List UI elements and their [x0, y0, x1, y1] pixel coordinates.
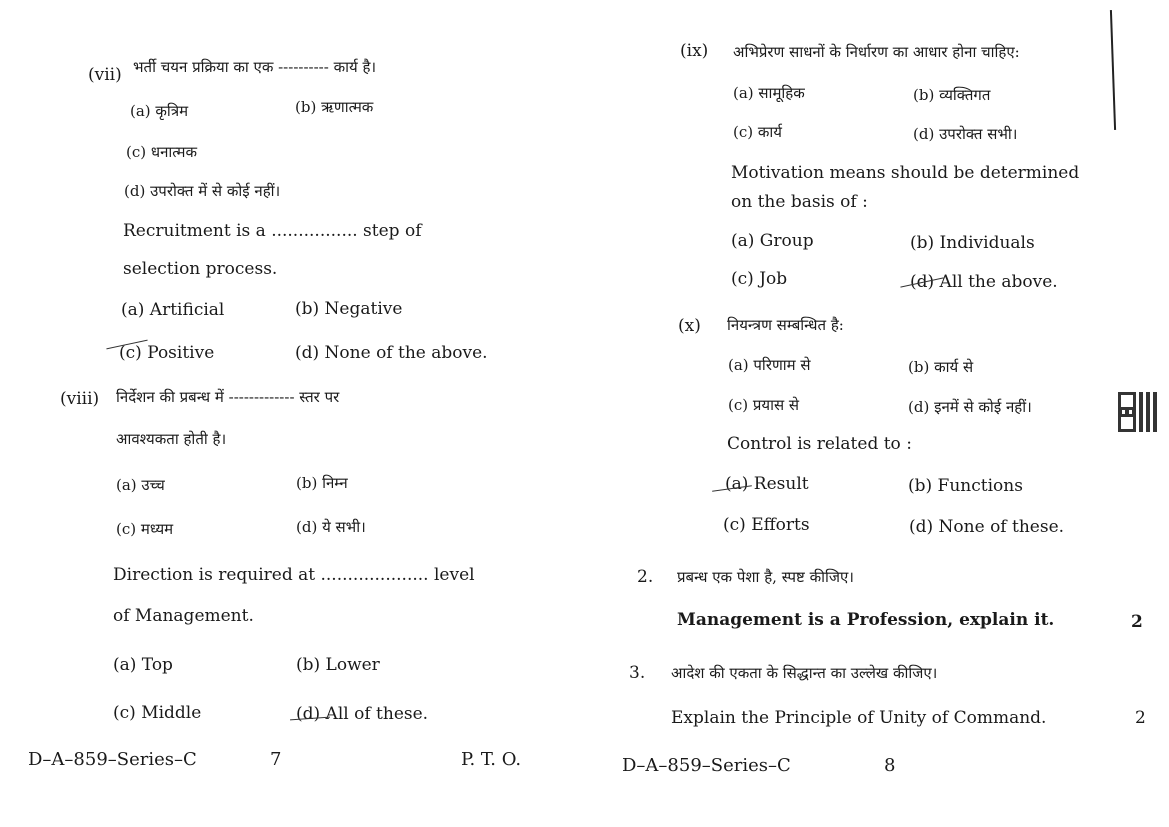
- question-hindi-stem: नियन्त्रण सम्बन्धित है:: [727, 316, 844, 334]
- question-hindi-text: आदेश की एकता के सिद्धान्त का उल्लेख कीजिए।: [671, 664, 938, 682]
- option-hindi-a: (a) परिणाम से: [728, 356, 811, 374]
- option-english-b: (b) Lower: [296, 655, 380, 675]
- question-marks: 2: [1135, 708, 1146, 728]
- question-english-stem: Recruitment is a ................ step of: [123, 221, 422, 241]
- option-english-d: (d) None of these.: [909, 517, 1065, 537]
- question-english-stem: Control is related to :: [727, 434, 912, 454]
- question-hindi-stem: भर्ती चयन प्रक्रिया का एक ---------- कार्य है।: [133, 58, 377, 76]
- question-number: (ix): [680, 41, 709, 61]
- question-english-stem-cont: of Management.: [113, 606, 254, 626]
- option-english-a: (a) Group: [731, 231, 814, 251]
- option-hindi-d: (d) उपरोक्त में से कोई नहीं।: [124, 182, 281, 200]
- option-hindi-c: (c) प्रयास से: [728, 396, 800, 414]
- option-english-a: (a) Artificial: [121, 300, 225, 320]
- question-hindi-text: प्रबन्ध एक पेशा है, स्पष्ट कीजिए।: [677, 568, 854, 586]
- option-hindi-d: (d) ये सभी।: [296, 518, 366, 536]
- option-english-d: (d) All the above.: [910, 272, 1058, 292]
- question-english-stem-cont: selection process.: [123, 259, 278, 279]
- option-english-c: (c) Efforts: [723, 515, 810, 535]
- option-hindi-b: (b) निम्न: [296, 474, 348, 492]
- option-hindi-c: (c) मध्यम: [116, 520, 174, 538]
- option-hindi-d: (d) उपरोक्त सभी।: [913, 125, 1018, 143]
- option-english-d: (d) All of these.: [296, 704, 429, 724]
- option-hindi-c: (c) धनात्मक: [126, 143, 198, 161]
- question-english-text: Explain the Principle of Unity of Command.: [671, 708, 1047, 728]
- option-english-a: (a) Top: [113, 655, 173, 675]
- question-hindi-stem: निर्देशन की प्रबन्ध में ------------- स्तर पर: [116, 388, 340, 406]
- question-hindi-stem-cont: आवश्यकता होती है।: [116, 430, 227, 448]
- question-english-stem-cont: on the basis of :: [731, 192, 868, 212]
- option-hindi-a: (a) सामूहिक: [733, 84, 805, 102]
- question-english-text: Management is a Profession, explain it.: [677, 610, 1055, 630]
- option-hindi-b: (b) कार्य से: [908, 358, 974, 376]
- option-english-d: (d) None of the above.: [295, 343, 488, 363]
- question-hindi-stem: अभिप्रेरण साधनों के निर्धारण का आधार होना चाहिए:: [733, 43, 1020, 61]
- option-hindi-a: (a) कृत्रिम: [130, 102, 189, 120]
- option-english-b: (b) Negative: [295, 299, 403, 319]
- option-hindi-b: (b) व्यक्तिगत: [913, 86, 991, 104]
- question-number: (vii): [88, 65, 122, 85]
- question-number: 3.: [629, 663, 646, 683]
- footer-page-number: 7: [270, 749, 282, 770]
- option-hindi-b: (b) ऋणात्मक: [295, 98, 374, 116]
- option-english-a: (a) Result: [725, 474, 809, 494]
- qr-code: [1118, 392, 1158, 432]
- footer-page-number: 8: [884, 755, 896, 776]
- option-english-b: (b) Functions: [908, 476, 1023, 496]
- question-number: (x): [678, 316, 701, 336]
- option-english-c: (c) Job: [731, 269, 788, 289]
- question-english-stem: Motivation means should be determined: [731, 163, 1080, 183]
- option-hindi-a: (a) उच्च: [116, 476, 165, 494]
- option-english-c: (c) Middle: [113, 703, 202, 723]
- option-hindi-c: (c) कार्य: [733, 123, 782, 141]
- question-marks: 2: [1131, 612, 1143, 632]
- question-number: (viii): [60, 389, 100, 409]
- footer-paper-code: D–A–859–Series–C: [622, 755, 791, 776]
- option-english-c: (c) Positive: [119, 343, 215, 363]
- option-hindi-d: (d) इनमें से कोई नहीं।: [908, 398, 1032, 416]
- question-number: 2.: [637, 567, 654, 587]
- footer-paper-code: D–A–859–Series–C: [28, 749, 197, 770]
- option-english-b: (b) Individuals: [910, 233, 1035, 253]
- question-english-stem: Direction is required at .................... level: [113, 565, 475, 585]
- footer-pto: P. T. O.: [461, 749, 522, 770]
